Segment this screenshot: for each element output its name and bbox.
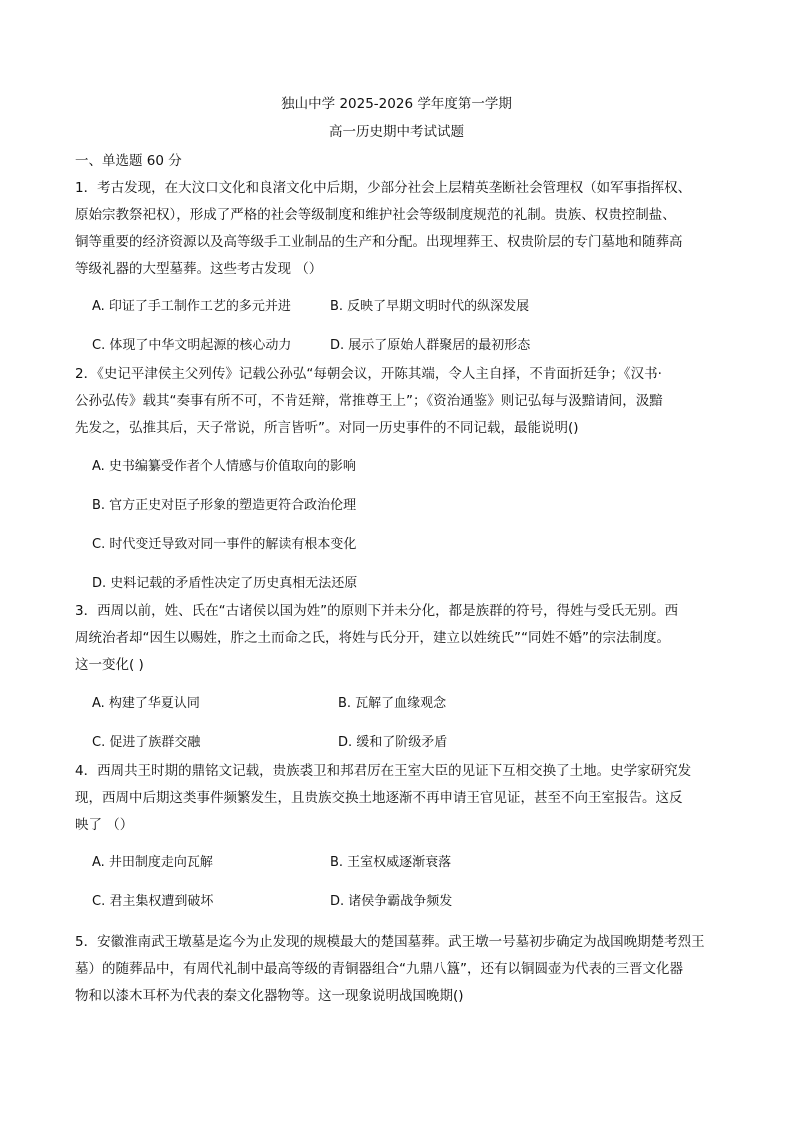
question-2-option-a[interactable]: A. 史书编纂受作者个人情感与价值取向的影响: [92, 459, 356, 474]
question-4-stem-line-2: 现，西周中后期这类事件频繁发生，且贵族交换土地逐渐不再申请王官见证，甚至不向王室报告。这反: [75, 790, 683, 806]
question-5-stem-line-2: 墓）的随葬品中，有周代礼制中最高等级的青铜器组合“九鼎八簋”，还有以铜圆壶为代表的三晋文化器: [75, 961, 683, 977]
question-4-option-d[interactable]: D. 诸侯争霸战争频发: [330, 894, 453, 909]
question-4-option-a[interactable]: A. 井田制度走向瓦解: [92, 855, 213, 870]
question-1-option-a[interactable]: A. 印证了手工制作工艺的多元并进: [92, 299, 291, 314]
question-3-option-b[interactable]: B. 瓦解了血缘观念: [338, 696, 447, 711]
question-1-option-b[interactable]: B. 反映了早期文明时代的纵深发展: [330, 299, 530, 314]
question-1-stem-line-3: 铜等重要的经济资源以及高等级手工业制品的生产和分配。出现埋葬王、权贵阶层的专门墓地和随葬高: [75, 234, 683, 250]
question-2-stem-line-1: 2．《史记平津侯主父列传》记载公孙弘“每朝会议，开陈其端，令人主自择，不肯面折廷争；《汉书·: [75, 366, 662, 382]
question-3-option-d[interactable]: D. 缓和了阶级矛盾: [338, 735, 448, 750]
exam-title: 高一历史期中考试试题: [329, 124, 464, 140]
question-3-stem-line-1: 3．西周以前，姓、氏在“古诸侯以国为姓”的原则下并未分化，都是族群的符号，得姓与受氏无别。西: [75, 603, 679, 619]
question-4-option-c[interactable]: C. 君主集权遭到破坏: [92, 894, 214, 909]
question-2-option-c[interactable]: C. 时代变迁导致对同一事件的解读有根本变化: [92, 537, 357, 552]
question-5-stem-line-1: 5．安徽淮南武王墩墓是迄今为止发现的规模最大的楚国墓葬。武王墩一号墓初步确定为战国晚期楚考烈王: [75, 934, 705, 950]
question-1-stem-line-2: 原始宗教祭祀权），形成了严格的社会等级制度和维护社会等级制度规范的礼制。贵族、权贵控制盐、: [75, 207, 676, 223]
question-1-option-d[interactable]: D. 展示了原始人群聚居的最初形态: [330, 338, 531, 353]
question-3-stem-line-3: 这一变化( ): [75, 657, 144, 673]
question-2-stem-line-3: 先发之，弘推其后，天子常说，所言皆听”。对同一历史事件的不同记载，最能说明(): [75, 420, 579, 436]
question-3-option-a[interactable]: A. 构建了华夏认同: [92, 696, 200, 711]
question-3-stem-line-2: 周统治者却“因生以赐姓，胙之土而命之氏，将姓与氏分开，建立以姓统氏”“同姓不婚”的宗法制度。: [75, 630, 670, 646]
section-title: 一、单选题 60 分: [75, 153, 182, 169]
question-2-option-d[interactable]: D. 史料记载的矛盾性决定了历史真相无法还原: [92, 576, 358, 591]
question-3-option-c[interactable]: C. 促进了族群交融: [92, 735, 201, 750]
question-4-option-b[interactable]: B. 王室权威逐渐衰落: [330, 855, 452, 870]
question-5-stem-line-3: 物和以漆木耳杯为代表的秦文化器物等。这一现象说明战国晚期(): [75, 988, 464, 1004]
exam-school-term: 独山中学 2025-2026 学年度第一学期: [281, 96, 512, 112]
question-1-stem-line-4: 等级礼器的大型墓葬。这些考古发现 （）: [75, 261, 323, 277]
question-4-stem-line-1: 4．西周共王时期的鼎铭文记载，贵族裘卫和邦君厉在王室大臣的见证下互相交换了土地。史学家研究发: [75, 763, 692, 779]
question-1-stem-line-1: 1．考古发现，在大汶口文化和良渚文化中后期，少部分社会上层精英垄断社会管理权（如军事指挥权、: [75, 180, 692, 196]
question-2-option-b[interactable]: B. 官方正史对臣子形象的塑造更符合政治伦理: [92, 498, 357, 513]
question-4-stem-line-3: 映了 （）: [75, 817, 134, 833]
question-1-option-c[interactable]: C. 体现了中华文明起源的核心动力: [92, 338, 292, 353]
question-2-stem-line-2: 公孙弘传》载其“奏事有所不可，不肯廷辩，常推尊王上”；《资治通鉴》则记弘每与汲黯请间，汲黯: [75, 393, 663, 409]
